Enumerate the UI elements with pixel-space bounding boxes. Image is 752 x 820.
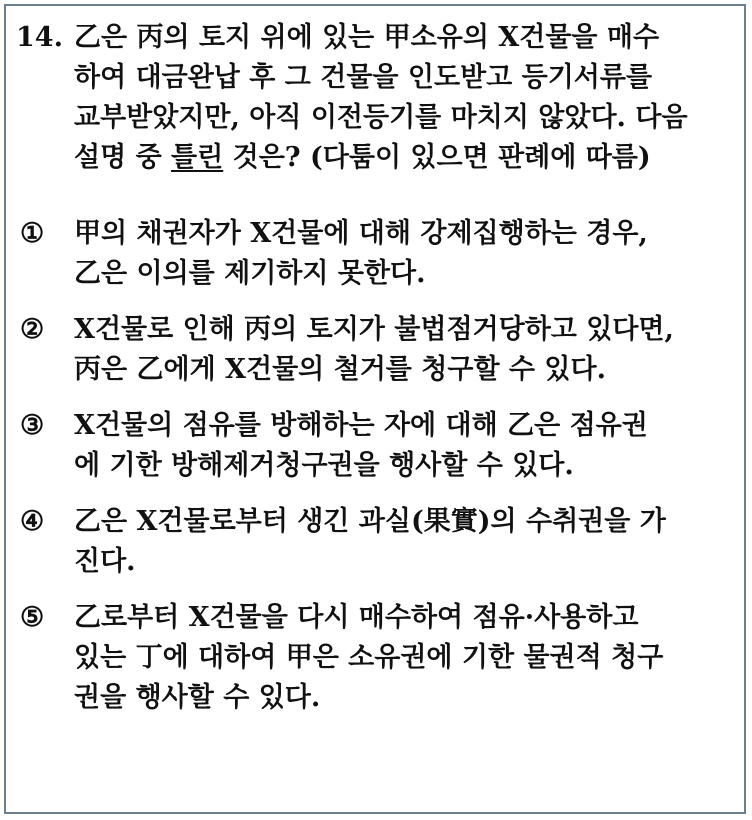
- question-line-2: 하여 대금완납 후 그 건물을 인도받고 등기서류를: [74, 62, 653, 93]
- option-1-line-2: 乙은 이의를 제기하지 못한다.: [74, 258, 426, 289]
- question-text-1: 乙은 丙의 토지 위에 있는 甲소유의 X건물을 매수: [74, 22, 660, 53]
- option-5[interactable]: [16, 598, 741, 718]
- option-marker-5: ⑤: [20, 602, 45, 633]
- underlined-keyword: 틀린: [171, 142, 224, 173]
- option-3[interactable]: [16, 406, 741, 486]
- option-2[interactable]: [16, 310, 741, 390]
- option-1[interactable]: [16, 214, 741, 294]
- question-text-4-post: 것은? (다툼이 있으면 판례에 따름): [223, 142, 651, 173]
- question-number: 14.: [16, 22, 63, 53]
- option-marker-4: ④: [20, 506, 45, 537]
- option-5-line-3: 권을 행사할 수 있다.: [74, 682, 321, 713]
- option-1-line-1: 甲의 채권자가 X건물에 대해 강제집행하는 경우,: [74, 218, 648, 249]
- question-text-4-pre: 설명 중: [74, 142, 172, 173]
- answer-options: [16, 214, 741, 718]
- question-line-1: [16, 18, 741, 58]
- question-card: [4, 4, 746, 814]
- option-3-line-2: 에 기한 방해제거청구권을 행사할 수 있다.: [74, 450, 574, 481]
- option-4-line-2: 진다.: [74, 546, 136, 577]
- option-5-line-1: 乙로부터 X건물을 다시 매수하여 점유·사용하고: [74, 602, 639, 633]
- question-line-4: [16, 138, 741, 178]
- question-stem: [16, 18, 741, 178]
- option-5-line-2: 있는 丁에 대하여 甲은 소유권에 기한 물권적 청구: [74, 642, 664, 673]
- option-4-line-1: 乙은 X건물로부터 생긴 과실(果實)의 수취권을 가: [74, 506, 666, 537]
- option-marker-3: ③: [20, 410, 45, 441]
- option-2-line-1: X건물로 인해 丙의 토지가 불법점거당하고 있다면,: [74, 314, 674, 345]
- option-marker-2: ②: [20, 314, 45, 345]
- question-line-3: 교부받았지만, 아직 이전등기를 마치지 않았다. 다음: [74, 102, 688, 133]
- option-marker-1: ①: [20, 218, 45, 249]
- option-3-line-1: X건물의 점유를 방해하는 자에 대해 乙은 점유권: [74, 410, 648, 441]
- question-content: [16, 18, 741, 734]
- option-4[interactable]: [16, 502, 741, 582]
- option-2-line-2: 丙은 乙에게 X건물의 철거를 청구할 수 있다.: [74, 354, 606, 385]
